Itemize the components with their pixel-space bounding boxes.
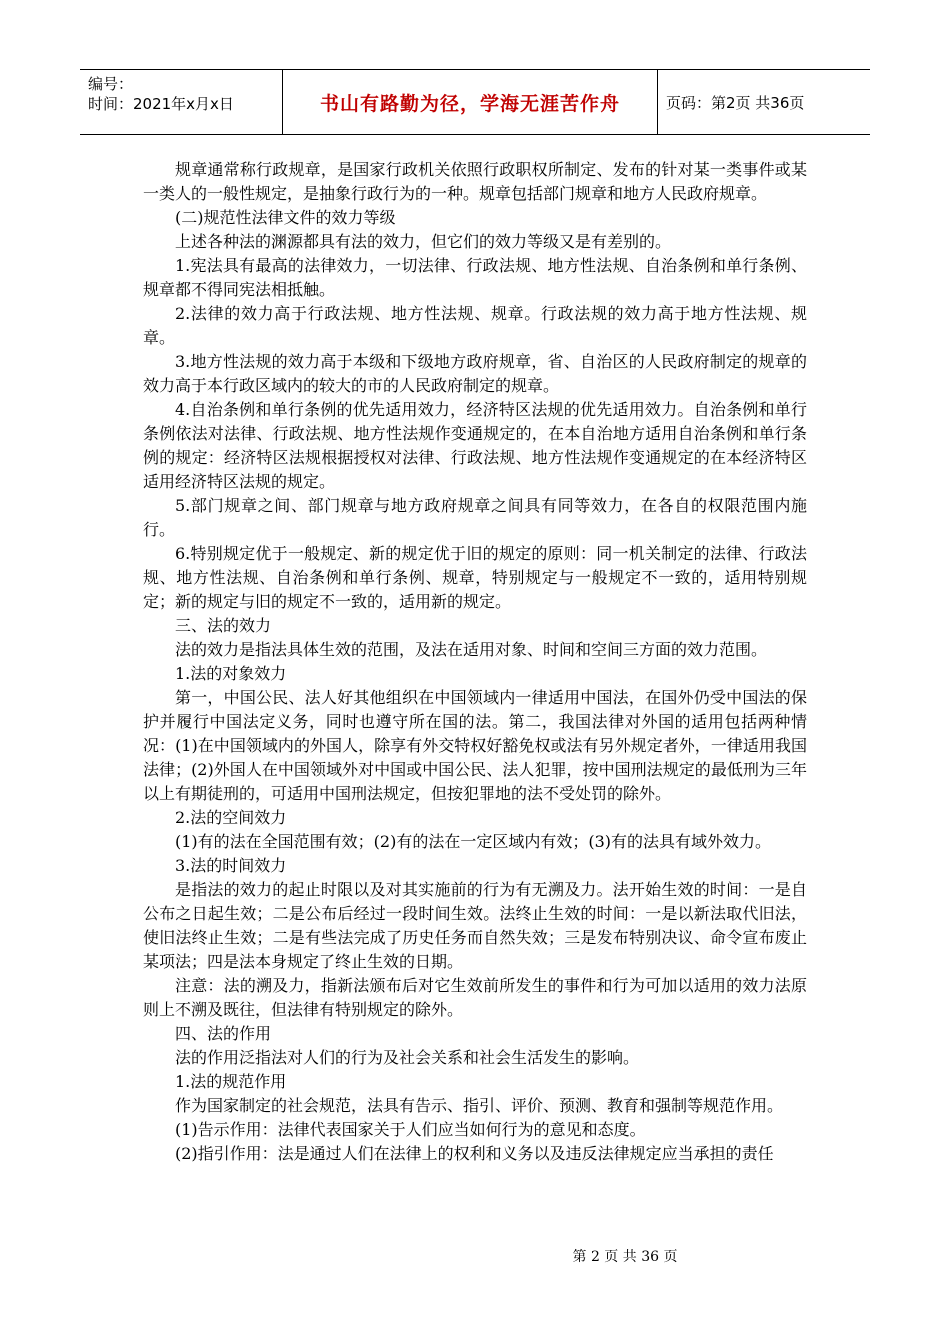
- paragraph: 是指法的效力的起止时限以及对其实施前的行为有无溯及力。法开始生效的时间：一是自公布之日起生效；二是公布后经过一段时间生效。法终止生效的时间：一是以新法取代旧法，使旧法终止生效；二是有些法完成了历史任务而自然失效；三是发布特别决议、命令宣布废止某项法；四是法本身规定了终止生效的日期。: [143, 880, 807, 971]
- paragraph: 5.部门规章之间、部门规章与地方政府规章之间具有同等效力，在各自的权限范围内施行。: [143, 496, 807, 539]
- subsection-heading: 2.法的空间效力: [175, 808, 287, 827]
- section-heading: 三、法的效力: [175, 616, 272, 635]
- paragraph: 规章通常称行政规章，是国家行政机关依照行政职权所制定、发布的针对某一类事件或某一类人的一般性规定，是抽象行政行为的一种。规章包括部门规章和地方人民政府规章。: [143, 160, 807, 203]
- header-motto: 书山有路勤为径，学海无涯苦作舟: [283, 70, 658, 134]
- paragraph: 第一，中国公民、法人好其他组织在中国领域内一律适用中国法，在国外仍受中国法的保护并履行中国法定义务，同时也遵守所在国的法。第二，我国法律对外国的适用包括两种情况：(1)在中国领域内的外国人，除享有外交特权好豁免权或法有另外规定者外，一律适用我国法律；(2)外国人在中国领域外对中国或中国公民、法人犯罪，按中国刑法规定的最低刑为三年以上有期徒刑的，可适用中国刑法规定，但按犯罪地的法不受处罚的除外。: [143, 688, 807, 803]
- paragraph: 法的效力是指法具体生效的范围，及法在适用对象、时间和空间三方面的效力范围。: [175, 640, 768, 659]
- section-heading: 四、法的作用: [175, 1024, 272, 1043]
- footer-page-number: 第 2 页 共 36 页: [572, 1249, 678, 1265]
- paragraph: 4.自治条例和单行条例的优先适用效力，经济特区法规的优先适用效力。自治条例和单行条例依法对法律、行政法规、地方性法规作变通规定的，在本自治地方适用自治条例和单行条例的规定：经济特区法规根据授权对法律、行政法规、地方性法规作变通规定的在本经济特区适用经济特区法规的规定。: [143, 400, 807, 491]
- subsection-heading: 1.法的对象效力: [175, 664, 287, 683]
- paragraph: 注意：法的溯及力，指新法颁布后对它生效前所发生的事件和行为可加以适用的效力法原则上不溯及既往，但法律有特别规定的除外。: [143, 976, 807, 1019]
- subsection-heading: 3.法的时间效力: [175, 856, 287, 875]
- paragraph: 上述各种法的渊源都具有法的效力，但它们的效力等级又是有差别的。: [175, 232, 672, 251]
- header-meta: [80, 70, 283, 134]
- paragraph: 3.地方性法规的效力高于本级和下级地方政府规章，省、自治区的人民政府制定的规章的效力高于本行政区域内的较大的市的人民政府制定的规章。: [143, 352, 807, 395]
- page-footer: [0, 1246, 950, 1266]
- paragraph: (2)指引作用：法是通过人们在法律上的权利和义务以及违反法律规定应当承担的责任: [175, 1144, 774, 1163]
- paragraph: 6.特别规定优于一般规定、新的规定优于旧的规定的原则：同一机关制定的法律、行政法规、地方性法规、自治条例和单行条例、规章，特别规定与一般规定不一致的，适用特别规定；新的规定与旧的规定不一致的，适用新的规定。: [143, 544, 807, 611]
- document-date: 时间：2021年x月x日: [88, 95, 234, 113]
- document-body: [143, 158, 807, 1166]
- paragraph: 法的作用泛指法对人们的行为及社会关系和社会生活发生的影响。: [175, 1048, 640, 1067]
- paragraph: 作为国家制定的社会规范，法具有告示、指引、评价、预测、教育和强制等规范作用。: [175, 1096, 784, 1115]
- paragraph: (1)有的法在全国范围有效；(2)有的法在一定区域内有效；(3)有的法具有域外效力。: [175, 832, 771, 851]
- paragraph: 1.宪法具有最高的法律效力，一切法律、行政法规、地方性法规、自治条例和单行条例、规章都不得同宪法相抵触。: [143, 256, 807, 299]
- document-number-label: 编号：: [88, 75, 134, 93]
- page-header: [80, 69, 870, 135]
- subsection-heading: 1.法的规范作用: [175, 1072, 287, 1091]
- paragraph: (1)告示作用：法律代表国家关于人们应当如何行为的意见和态度。: [175, 1120, 646, 1139]
- section-heading: (二)规范性法律文件的效力等级: [175, 208, 396, 227]
- header-page-info: 页码：第2页 共36页: [666, 93, 805, 112]
- paragraph: 2.法律的效力高于行政法规、地方性法规、规章。行政法规的效力高于地方性法规、规章。: [143, 304, 807, 347]
